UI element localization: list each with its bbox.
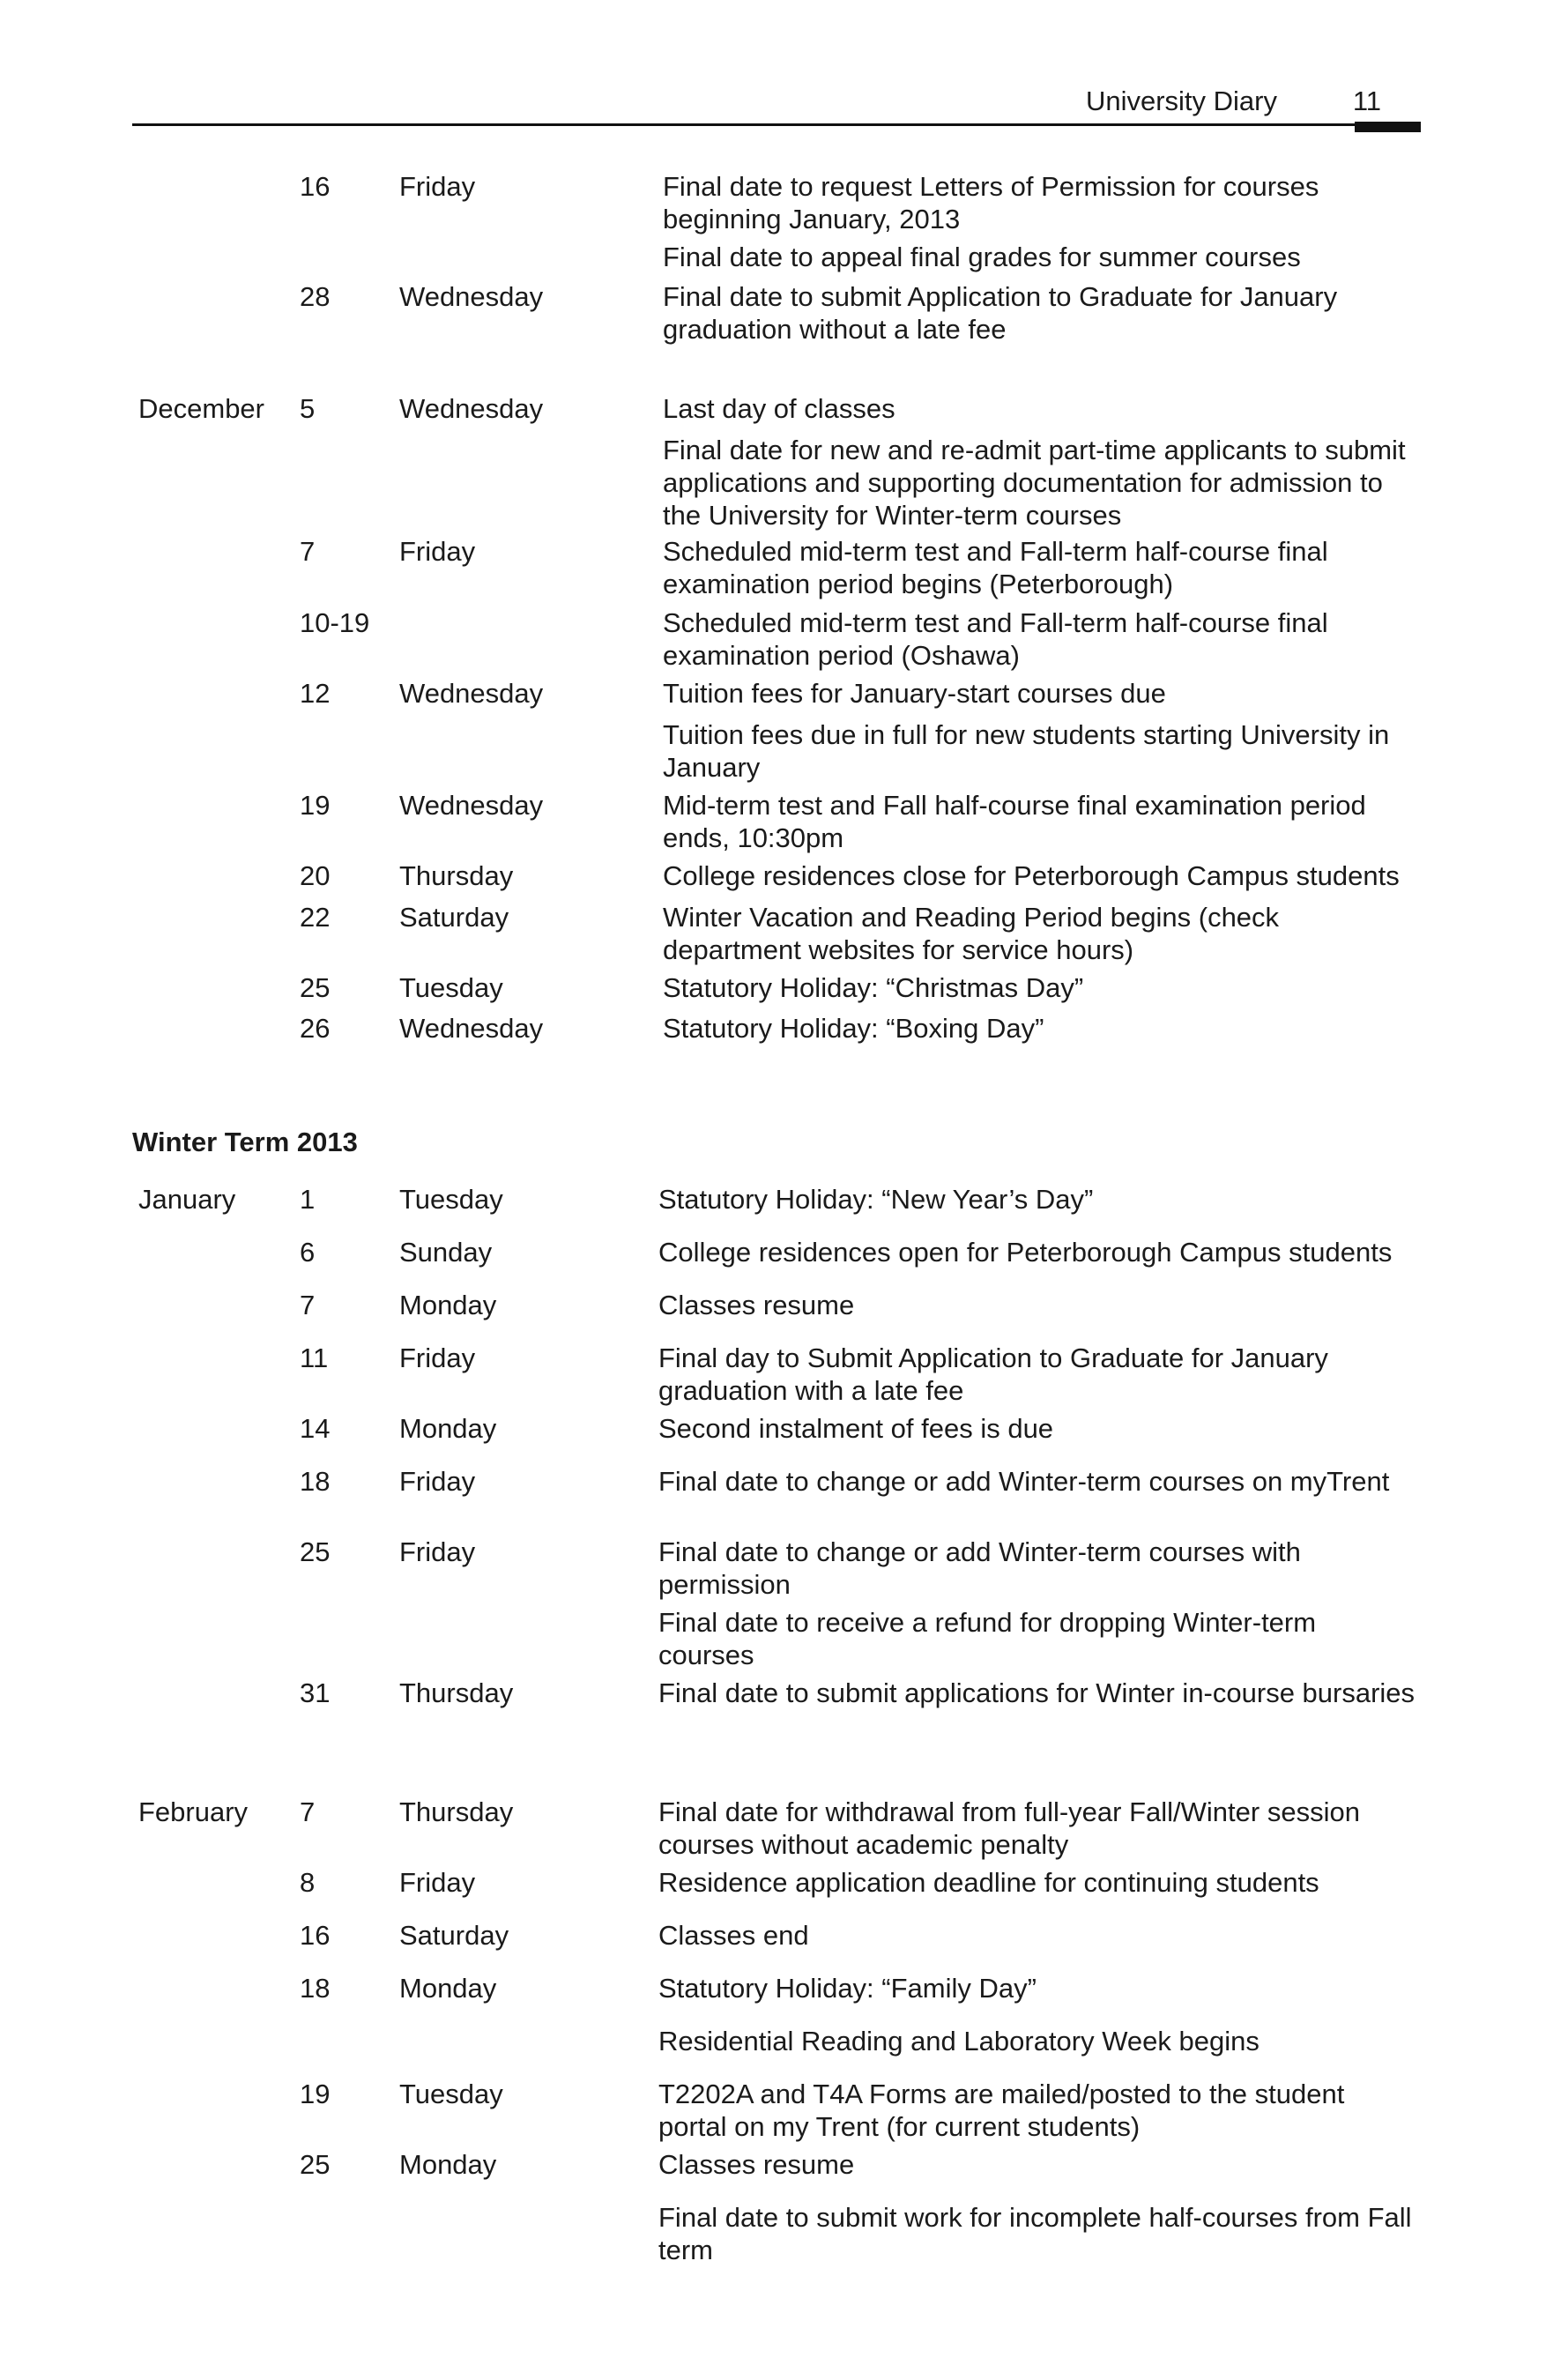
- row-description: Final date for withdrawal from full-year Fall/Winter session courses without academic penalty: [658, 1796, 1360, 1860]
- row-description: Final date to change or add Winter-term courses on myTrent: [658, 1466, 1390, 1497]
- row-description: Winter Vacation and Reading Period begins (check department websites for service hours): [663, 902, 1280, 965]
- row-weekday: Thursday: [399, 1796, 514, 1827]
- row-weekday: Wednesday: [399, 790, 544, 821]
- row-weekday: Thursday: [399, 1677, 514, 1708]
- row-day: 26: [300, 1013, 331, 1044]
- row-day: 25: [300, 972, 331, 1003]
- row-month: February: [138, 1796, 249, 1827]
- row-day: 19: [300, 790, 331, 821]
- row-day: 1: [300, 1184, 316, 1215]
- row-weekday: Monday: [399, 1973, 497, 2004]
- row-description: College residences open for Peterborough Campus students: [658, 1237, 1393, 1268]
- row-day: 28: [300, 281, 331, 312]
- row-description: Tuition fees for January-start courses due: [663, 678, 1166, 709]
- row-description: Tuition fees due in full for new students starting University in January: [663, 719, 1390, 783]
- row-description: Classes end: [658, 1920, 809, 1951]
- row-description: Mid-term test and Fall half-course final examination period ends, 10:30pm: [663, 790, 1366, 853]
- row-weekday: Friday: [399, 536, 476, 567]
- row-description: Final date to submit applications for Winter in-course bursaries: [658, 1677, 1416, 1708]
- row-day: 11: [300, 1342, 329, 1373]
- row-weekday: Friday: [399, 1536, 476, 1567]
- row-description: Scheduled mid-term test and Fall-term half-course final examination period (Oshawa): [663, 607, 1328, 671]
- row-description: College residences close for Peterborough Campus students: [663, 860, 1400, 891]
- row-weekday: Friday: [399, 1466, 476, 1497]
- row-weekday: Friday: [399, 1867, 476, 1898]
- row-weekday: Wednesday: [399, 1013, 544, 1044]
- row-weekday: Tuesday: [399, 1184, 503, 1215]
- row-day: 7: [300, 536, 316, 567]
- row-description: Classes resume: [658, 2149, 855, 2180]
- row-description: Scheduled mid-term test and Fall-term half-course final examination period begins (Peterborough): [663, 536, 1328, 599]
- row-weekday: Saturday: [399, 902, 509, 933]
- row-day: 19: [300, 2079, 331, 2109]
- row-day: 22: [300, 902, 331, 933]
- row-weekday: Wednesday: [399, 678, 544, 709]
- row-description: Final date to submit work for incomplete half-courses from Fall term: [658, 2202, 1412, 2265]
- page-number: 11: [1352, 86, 1381, 116]
- row-day: 20: [300, 860, 331, 891]
- row-description: Final date to appeal final grades for summer courses: [663, 242, 1301, 272]
- row-day: 5: [300, 393, 316, 424]
- row-description: Last day of classes: [663, 393, 895, 424]
- row-day: 8: [300, 1867, 316, 1898]
- row-day: 16: [300, 171, 331, 202]
- row-weekday: Monday: [399, 1290, 497, 1320]
- row-month: January: [138, 1184, 236, 1215]
- row-day: 7: [300, 1796, 316, 1827]
- row-description: Final date for new and re-admit part-time applicants to submit applications and supporting documentation for admission to the University for Winter-term courses: [663, 435, 1406, 531]
- section-title-winter-term: Winter Term 2013: [132, 1127, 358, 1157]
- row-day: 25: [300, 1536, 331, 1567]
- row-day: 10-19: [300, 607, 370, 638]
- row-weekday: Friday: [399, 1342, 476, 1373]
- row-weekday: Monday: [399, 2149, 497, 2180]
- row-description: Final date to request Letters of Permission for courses beginning January, 2013: [663, 171, 1319, 234]
- row-weekday: Thursday: [399, 860, 514, 891]
- row-day: 14: [300, 1413, 331, 1444]
- row-day: 6: [300, 1237, 316, 1268]
- row-weekday: Tuesday: [399, 2079, 503, 2109]
- row-description: Residence application deadline for continuing students: [658, 1867, 1319, 1898]
- row-month: December: [138, 393, 264, 424]
- row-description: Statutory Holiday: “Boxing Day”: [663, 1013, 1044, 1044]
- running-title: University Diary: [1085, 86, 1277, 116]
- row-description: Second instalment of fees is due: [658, 1413, 1054, 1444]
- row-description: Final date to receive a refund for dropping Winter-term courses: [658, 1607, 1317, 1670]
- row-description: Classes resume: [658, 1290, 855, 1320]
- row-description: Final date to submit Application to Graduate for January graduation without a late fee: [663, 281, 1338, 345]
- row-day: 7: [300, 1290, 316, 1320]
- row-weekday: Wednesday: [399, 281, 544, 312]
- row-description: T2202A and T4A Forms are mailed/posted to the student portal on my Trent (for current students): [658, 2079, 1345, 2142]
- row-description: Final date to change or add Winter-term courses with permission: [658, 1536, 1301, 1600]
- row-day: 31: [300, 1677, 331, 1708]
- row-weekday: Friday: [399, 171, 476, 202]
- row-day: 12: [300, 678, 331, 709]
- row-description: Statutory Holiday: “Family Day”: [658, 1973, 1037, 2004]
- row-day: 18: [300, 1466, 331, 1497]
- row-description: Statutory Holiday: “Christmas Day”: [663, 972, 1084, 1003]
- row-weekday: Saturday: [399, 1920, 509, 1951]
- row-day: 16: [300, 1920, 331, 1951]
- row-weekday: Sunday: [399, 1237, 493, 1268]
- row-weekday: Wednesday: [399, 393, 544, 424]
- row-day: 18: [300, 1973, 331, 2004]
- row-weekday: Monday: [399, 1413, 497, 1444]
- row-weekday: Tuesday: [399, 972, 503, 1003]
- row-day: 25: [300, 2149, 331, 2180]
- row-description: Statutory Holiday: “New Year’s Day”: [658, 1184, 1094, 1215]
- row-description: Residential Reading and Laboratory Week begins: [658, 2026, 1259, 2056]
- row-description: Final day to Submit Application to Graduate for January graduation with a late fee: [658, 1342, 1328, 1406]
